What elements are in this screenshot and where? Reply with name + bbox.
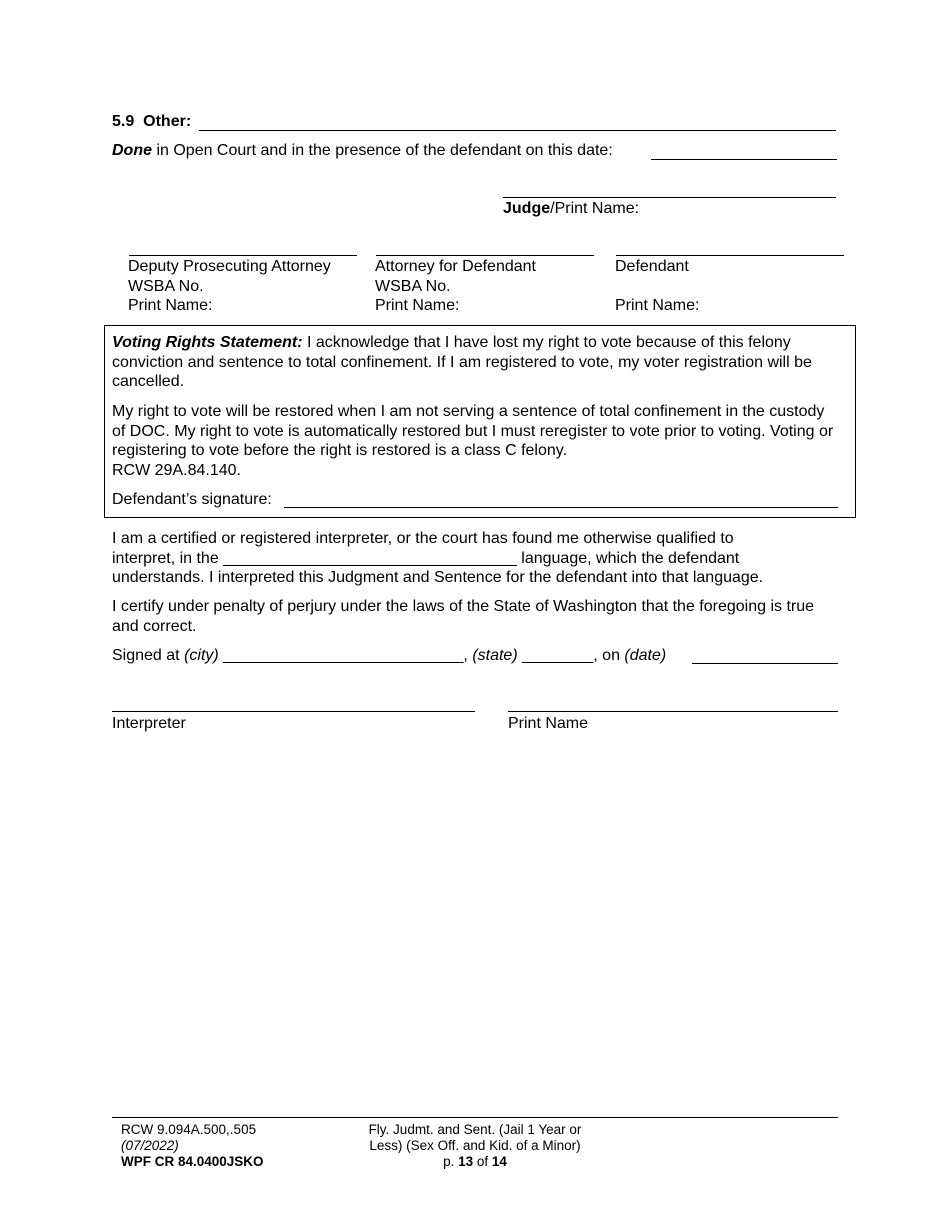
defense-attorney-signature-line[interactable] [376, 238, 594, 256]
interpreter-line-b [112, 549, 842, 569]
judge-signature-line[interactable] [503, 180, 836, 198]
prosecutor-signature-block [128, 257, 368, 316]
judge-bold: Judge [503, 200, 551, 217]
print-name-label: Print Name: [128, 297, 213, 314]
section-5-9-label [112, 112, 191, 132]
defendant-signature-block [615, 257, 855, 316]
print-name-label: Print Name: [375, 297, 460, 314]
prosecutor-signature-line[interactable] [129, 238, 357, 256]
signed-at-line [112, 646, 666, 666]
page-current: 13 [458, 1154, 474, 1169]
interpreter-line-c: understands. I interpreted this Judgment and Sentence for the defendant into that language. [112, 569, 764, 586]
print-name-label: Print Name [508, 715, 589, 732]
interpreter-line-a: I am a certified or registered interpreter, or the court has found me otherwise qualified to [112, 530, 734, 547]
interpreter-paragraph-1 [112, 529, 842, 588]
page-prefix: p. [443, 1154, 459, 1169]
state-label: (state) [472, 647, 518, 664]
interpreter-print-name-line[interactable] [508, 694, 838, 712]
interpreter-pre: interpret, in the [112, 549, 224, 567]
footer-center [330, 1122, 620, 1170]
footer-date: (07/2022) [121, 1138, 179, 1153]
signed-date-field[interactable] [692, 646, 838, 664]
date-label: (date) [624, 647, 667, 664]
voting-rights-paragraph-2 [112, 402, 840, 480]
judge-label [503, 199, 639, 219]
defense-attorney-signature-block [375, 257, 615, 316]
judge-rest: /Print Name: [550, 200, 640, 217]
defendant-signature-field[interactable] [284, 490, 838, 508]
voting-rights-text: I acknowledge that I have lost my right to vote because of this felony conviction and sentence to total confinement. If I am registered to vote, my voter registration will be cancelled. [112, 334, 812, 390]
signature-title: Defendant [615, 258, 689, 275]
wsba-label: WSBA No. [375, 277, 451, 295]
state-blank[interactable]: ________, on [517, 647, 625, 664]
city-label: (city) [184, 647, 219, 664]
interpreter-signature-line[interactable] [112, 694, 475, 712]
defendant-signature-label: Defendant’s signature: [112, 491, 272, 508]
page-of: of [473, 1154, 492, 1169]
page-number [330, 1154, 620, 1170]
footer-divider [112, 1117, 838, 1118]
footer-title-line-2: Less) (Sex Off. and Kid. of a Minor) [369, 1138, 581, 1153]
footer-rcw: RCW 9.094A.500,.505 [121, 1122, 257, 1137]
signature-subtitle [615, 277, 855, 297]
page-total: 14 [491, 1154, 507, 1169]
language-blank[interactable]: _________________________________ [223, 549, 517, 567]
interpreter-label: Interpreter [112, 715, 186, 732]
section-number: 5.9 [112, 113, 135, 130]
voting-restoration-text: My right to vote will be restored when I am not serving a sentence of total confinement in the custody of DOC. My right to vote is automatically restored but I must reregister to vote prior to voting. Voting or registering to vote before the right is restored is a class C felony. [112, 403, 834, 459]
signature-title: Attorney for Defendant [375, 258, 536, 275]
footer-title-line-1: Fly. Judmt. and Sent. (Jail 1 Year or [368, 1122, 582, 1137]
voting-rcw-citation: RCW 29A.84.140. [112, 461, 241, 479]
other-field-line[interactable] [199, 112, 836, 131]
city-blank[interactable]: ___________________________, [218, 647, 473, 664]
certification-paragraph: I certify under penalty of perjury under the laws of the State of Washington that the foregoing is true and correct. [112, 598, 815, 635]
signed-at-label: Signed at [112, 647, 185, 664]
signature-title: Deputy Prosecuting Attorney [128, 258, 331, 275]
defendant-signature-line[interactable] [616, 238, 844, 256]
other-label: Other: [143, 113, 192, 130]
interpreter-post: language, which the defendant [516, 549, 740, 567]
wsba-label: WSBA No. [128, 277, 204, 295]
print-name-label: Print Name: [615, 297, 700, 314]
footer-form-number: WPF CR 84.0400JSKO [121, 1154, 264, 1169]
done-bold: Done [112, 142, 152, 159]
done-text: in Open Court and in the presence of the defendant on this date: [152, 142, 618, 159]
done-statement [112, 141, 617, 161]
voting-rights-heading: Voting Rights Statement: [112, 334, 303, 351]
footer-left [121, 1122, 264, 1170]
date-field-line[interactable] [651, 142, 837, 160]
voting-rights-paragraph-1 [112, 333, 840, 392]
